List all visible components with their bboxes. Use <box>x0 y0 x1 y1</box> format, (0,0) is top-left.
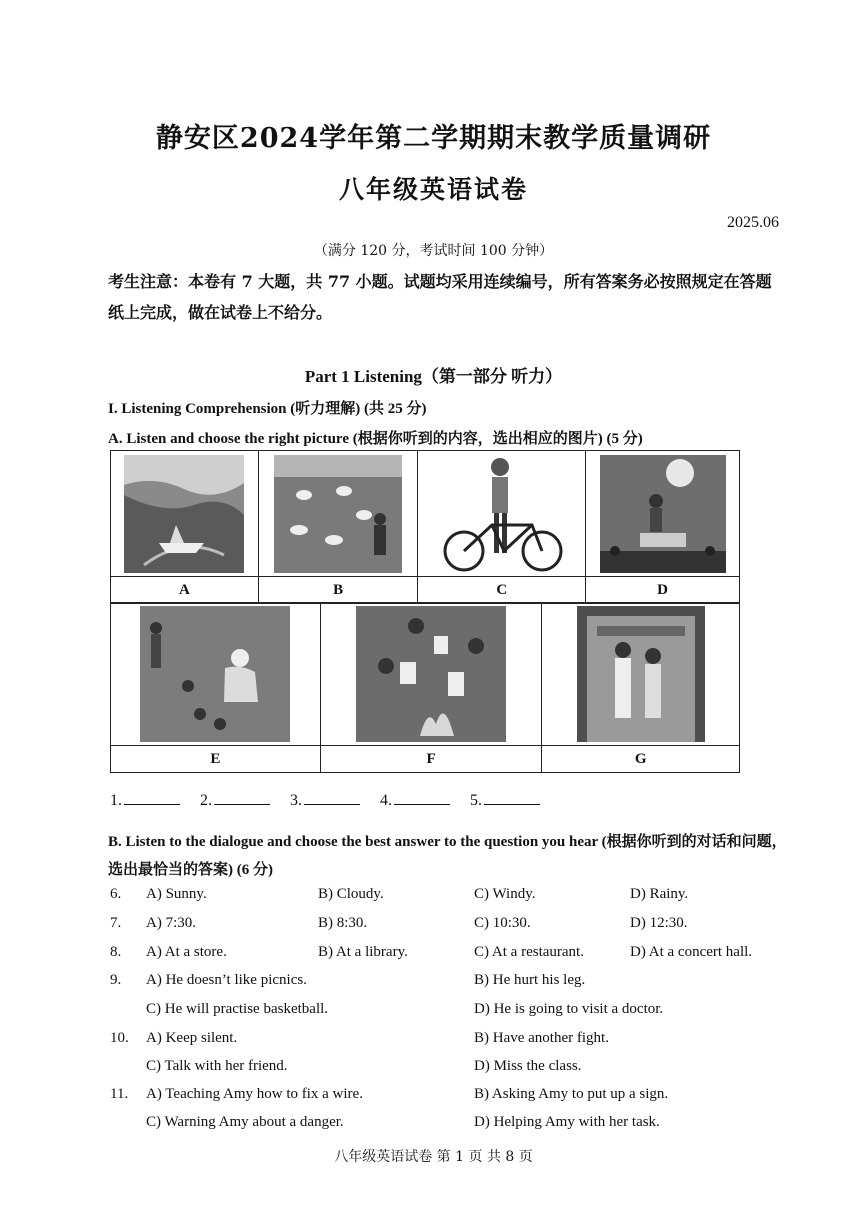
question-11-option-b[interactable]: B) Asking Amy to put up a sign. <box>474 1086 669 1102</box>
picture-f-cell <box>320 603 542 746</box>
blank-3[interactable]: 3. <box>290 790 360 810</box>
exam-date: 2025.06 <box>727 214 779 231</box>
picture-label-g: G <box>542 746 740 773</box>
question-6-option-c[interactable]: C) Windy. <box>474 886 536 902</box>
question-11-number: 11. <box>110 1086 129 1102</box>
question-10-number: 10. <box>110 1030 129 1046</box>
blank-5[interactable]: 5. <box>470 790 540 810</box>
score-note: （满分 120 分，考试时间 100 分钟） <box>313 243 554 259</box>
question-8-option-c[interactable]: C) At a restaurant. <box>474 944 584 960</box>
blank-4[interactable]: 4. <box>380 790 450 810</box>
question-6-option-b[interactable]: B) Cloudy. <box>318 886 384 902</box>
picture-label-c: C <box>418 577 586 604</box>
blank-1[interactable]: 1. <box>110 790 180 810</box>
picture-label-f: F <box>320 746 542 773</box>
exam-title: 静安区2024学年第二学期期末教学质量调研 <box>155 123 712 154</box>
couple-doorway-picture <box>577 606 705 742</box>
question-9-option-c[interactable]: C) He will practise basketball. <box>146 1001 329 1017</box>
picture-table-row1 <box>110 450 740 604</box>
question-6-option-a[interactable]: A) Sunny. <box>146 886 207 902</box>
man-bicycle-picture <box>432 455 572 573</box>
picture-d-cell <box>586 451 740 577</box>
picture-b-cell <box>258 451 418 577</box>
picture-label-b: B <box>258 577 418 604</box>
picture-e-cell <box>111 603 321 746</box>
question-10-option-a[interactable]: A) Keep silent. <box>146 1030 238 1046</box>
question-11-option-a[interactable]: A) Teaching Amy how to fix a wire. <box>146 1086 363 1102</box>
question-10-option-b[interactable]: B) Have another fight. <box>474 1030 609 1046</box>
question-7-number: 7. <box>110 915 122 931</box>
question-9-option-b[interactable]: B) He hurt his leg. <box>474 972 586 988</box>
question-11-option-c[interactable]: C) Warning Amy about a danger. <box>146 1114 344 1130</box>
question-8-number: 8. <box>110 944 122 960</box>
section-b-heading: B. Listen to the dialogue and choose the best answer to the question you hear (根据你听到的对话和问题，选出最恰当的答案) (6 分) <box>108 834 787 878</box>
question-10-option-c[interactable]: C) Talk with her friend. <box>146 1058 288 1074</box>
question-8-option-a[interactable]: A) At a store. <box>146 944 227 960</box>
ducks-pond-picture <box>274 455 402 573</box>
picture-label-e: E <box>111 746 321 773</box>
picture-label-d: D <box>586 577 740 604</box>
question-8-option-b[interactable]: B) At a library. <box>318 944 408 960</box>
blank-2[interactable]: 2. <box>200 790 270 810</box>
exam-subtitle: 八年级英语试卷 <box>338 175 528 204</box>
picture-g-cell <box>542 603 740 746</box>
part1-title: Part 1 Listening（第一部分 听力） <box>304 367 563 386</box>
paper-boat-river-picture <box>124 455 244 573</box>
picture-label-a: A <box>111 577 259 604</box>
question-7-option-a[interactable]: A) 7:30. <box>146 915 196 931</box>
picture-c-cell <box>418 451 586 577</box>
question-7-option-d[interactable]: D) 12:30. <box>630 915 688 931</box>
question-7-option-c[interactable]: C) 10:30. <box>474 915 531 931</box>
question-6-number: 6. <box>110 886 122 902</box>
question-9-option-a[interactable]: A) He doesn’t like picnics. <box>146 972 307 988</box>
question-10-option-d[interactable]: D) Miss the class. <box>474 1058 582 1074</box>
girl-trophy-stage-picture <box>600 455 726 573</box>
picture-table-row2 <box>110 602 740 773</box>
question-9-option-d[interactable]: D) He is going to visit a doctor. <box>474 1001 664 1017</box>
question-6-option-d[interactable]: D) Rainy. <box>630 886 689 902</box>
exam-notice: 考生注意：本卷有 7 大题，共 77 小题。试题均采用连续编号，所有答案务必按照规定在答题纸上完成，做在试卷上不给分。 <box>108 272 772 322</box>
page-footer: 八年级英语试卷 第 1 页 共 8 页 <box>334 1149 533 1165</box>
picture-a-cell <box>111 451 259 577</box>
father-children-picture <box>140 606 290 742</box>
question-11-option-d[interactable]: D) Helping Amy with her task. <box>474 1114 660 1130</box>
question-7-option-b[interactable]: B) 8:30. <box>318 915 368 931</box>
section-listening-comprehension: I. Listening Comprehension (听力理解) (共 25 分) <box>108 401 427 417</box>
section-a-heading: A. Listen and choose the right picture (根据你听到的内容，选出相应的图片) (5 分) <box>108 431 643 447</box>
people-burning-papers-picture <box>356 606 506 742</box>
question-9-number: 9. <box>110 972 122 988</box>
question-8-option-d[interactable]: D) At a concert hall. <box>630 944 753 960</box>
answer-blanks <box>110 790 556 810</box>
